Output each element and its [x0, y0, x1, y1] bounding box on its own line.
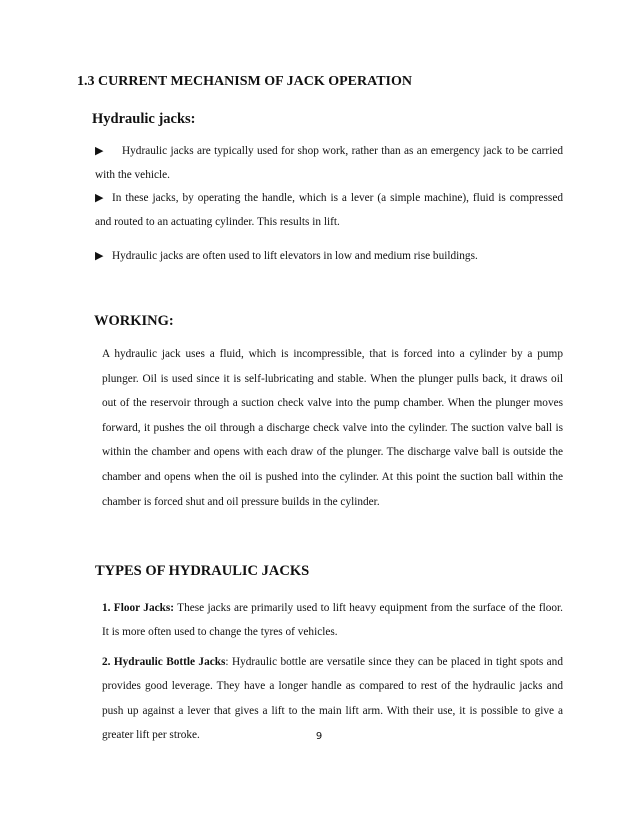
page-number: 9 — [315, 731, 323, 742]
type-text: These jacks are primarily used to lift heavy equipment from the surface of the floor. It is more often used to change the tyres of vehicles. — [102, 602, 563, 639]
types-heading: TYPES OF HYDRAULIC JACKS — [95, 563, 310, 579]
bullet-item — [95, 186, 563, 234]
type-item-floor-jacks — [102, 596, 563, 645]
type-lead: 1. Floor Jacks: — [102, 602, 175, 614]
type-lead: 2. Hydraulic Bottle Jacks — [102, 656, 226, 668]
bullet-text: Hydraulic jacks are typically used for shop work, rather than as an emergency jack to be carried with the vehicle. — [95, 145, 563, 181]
hydraulic-jacks-heading: Hydraulic jacks: — [92, 111, 196, 127]
working-paragraph: A hydraulic jack uses a fluid, which is incompressible, that is forced into a cylinder by a pump plunger. Oil is used since it is self-lubricating and stable. When the plunger pulls back, it draws oil out of the reservoir through a suction check valve into the pump chamber. When the plunger moves forward, it pushes the oil through a discharge check valve into the cylinder. The suction valve ball is within the chamber and opens with each draw of the plunger. The discharge valve ball is outside the chamber and opens when the oil is pushed into the cylinder. At this point the suction ball within the chamber is forced shut and oil pressure builds in the cylinder. — [102, 348, 563, 508]
section-heading: 1.3 CURRENT MECHANISM OF JACK OPERATION — [77, 74, 412, 89]
bullet-arrow-icon: ▶ — [95, 145, 104, 157]
bullet-arrow-icon: ▶ — [95, 192, 104, 204]
bullet-item — [95, 244, 563, 268]
bullet-arrow-icon: ▶ — [95, 250, 104, 262]
bullet-item — [95, 139, 563, 187]
type-text: : Hydraulic bottle are versatile since they can be placed in tight spots and provides good leverage. They have a longer handle as compared to rest of the hydraulic jacks and push up against a lever that gives a lift to the main lift arm. With their use, it is possible to give a greater lift per stroke. — [102, 656, 563, 741]
bullet-text: In these jacks, by operating the handle, which is a lever (a simple machine), fluid is compressed and routed to an actuating cylinder. This results in lift. — [95, 192, 563, 228]
working-heading: WORKING: — [94, 313, 174, 329]
bullet-text: Hydraulic jacks are often used to lift elevators in low and medium rise buildings. — [112, 250, 478, 262]
